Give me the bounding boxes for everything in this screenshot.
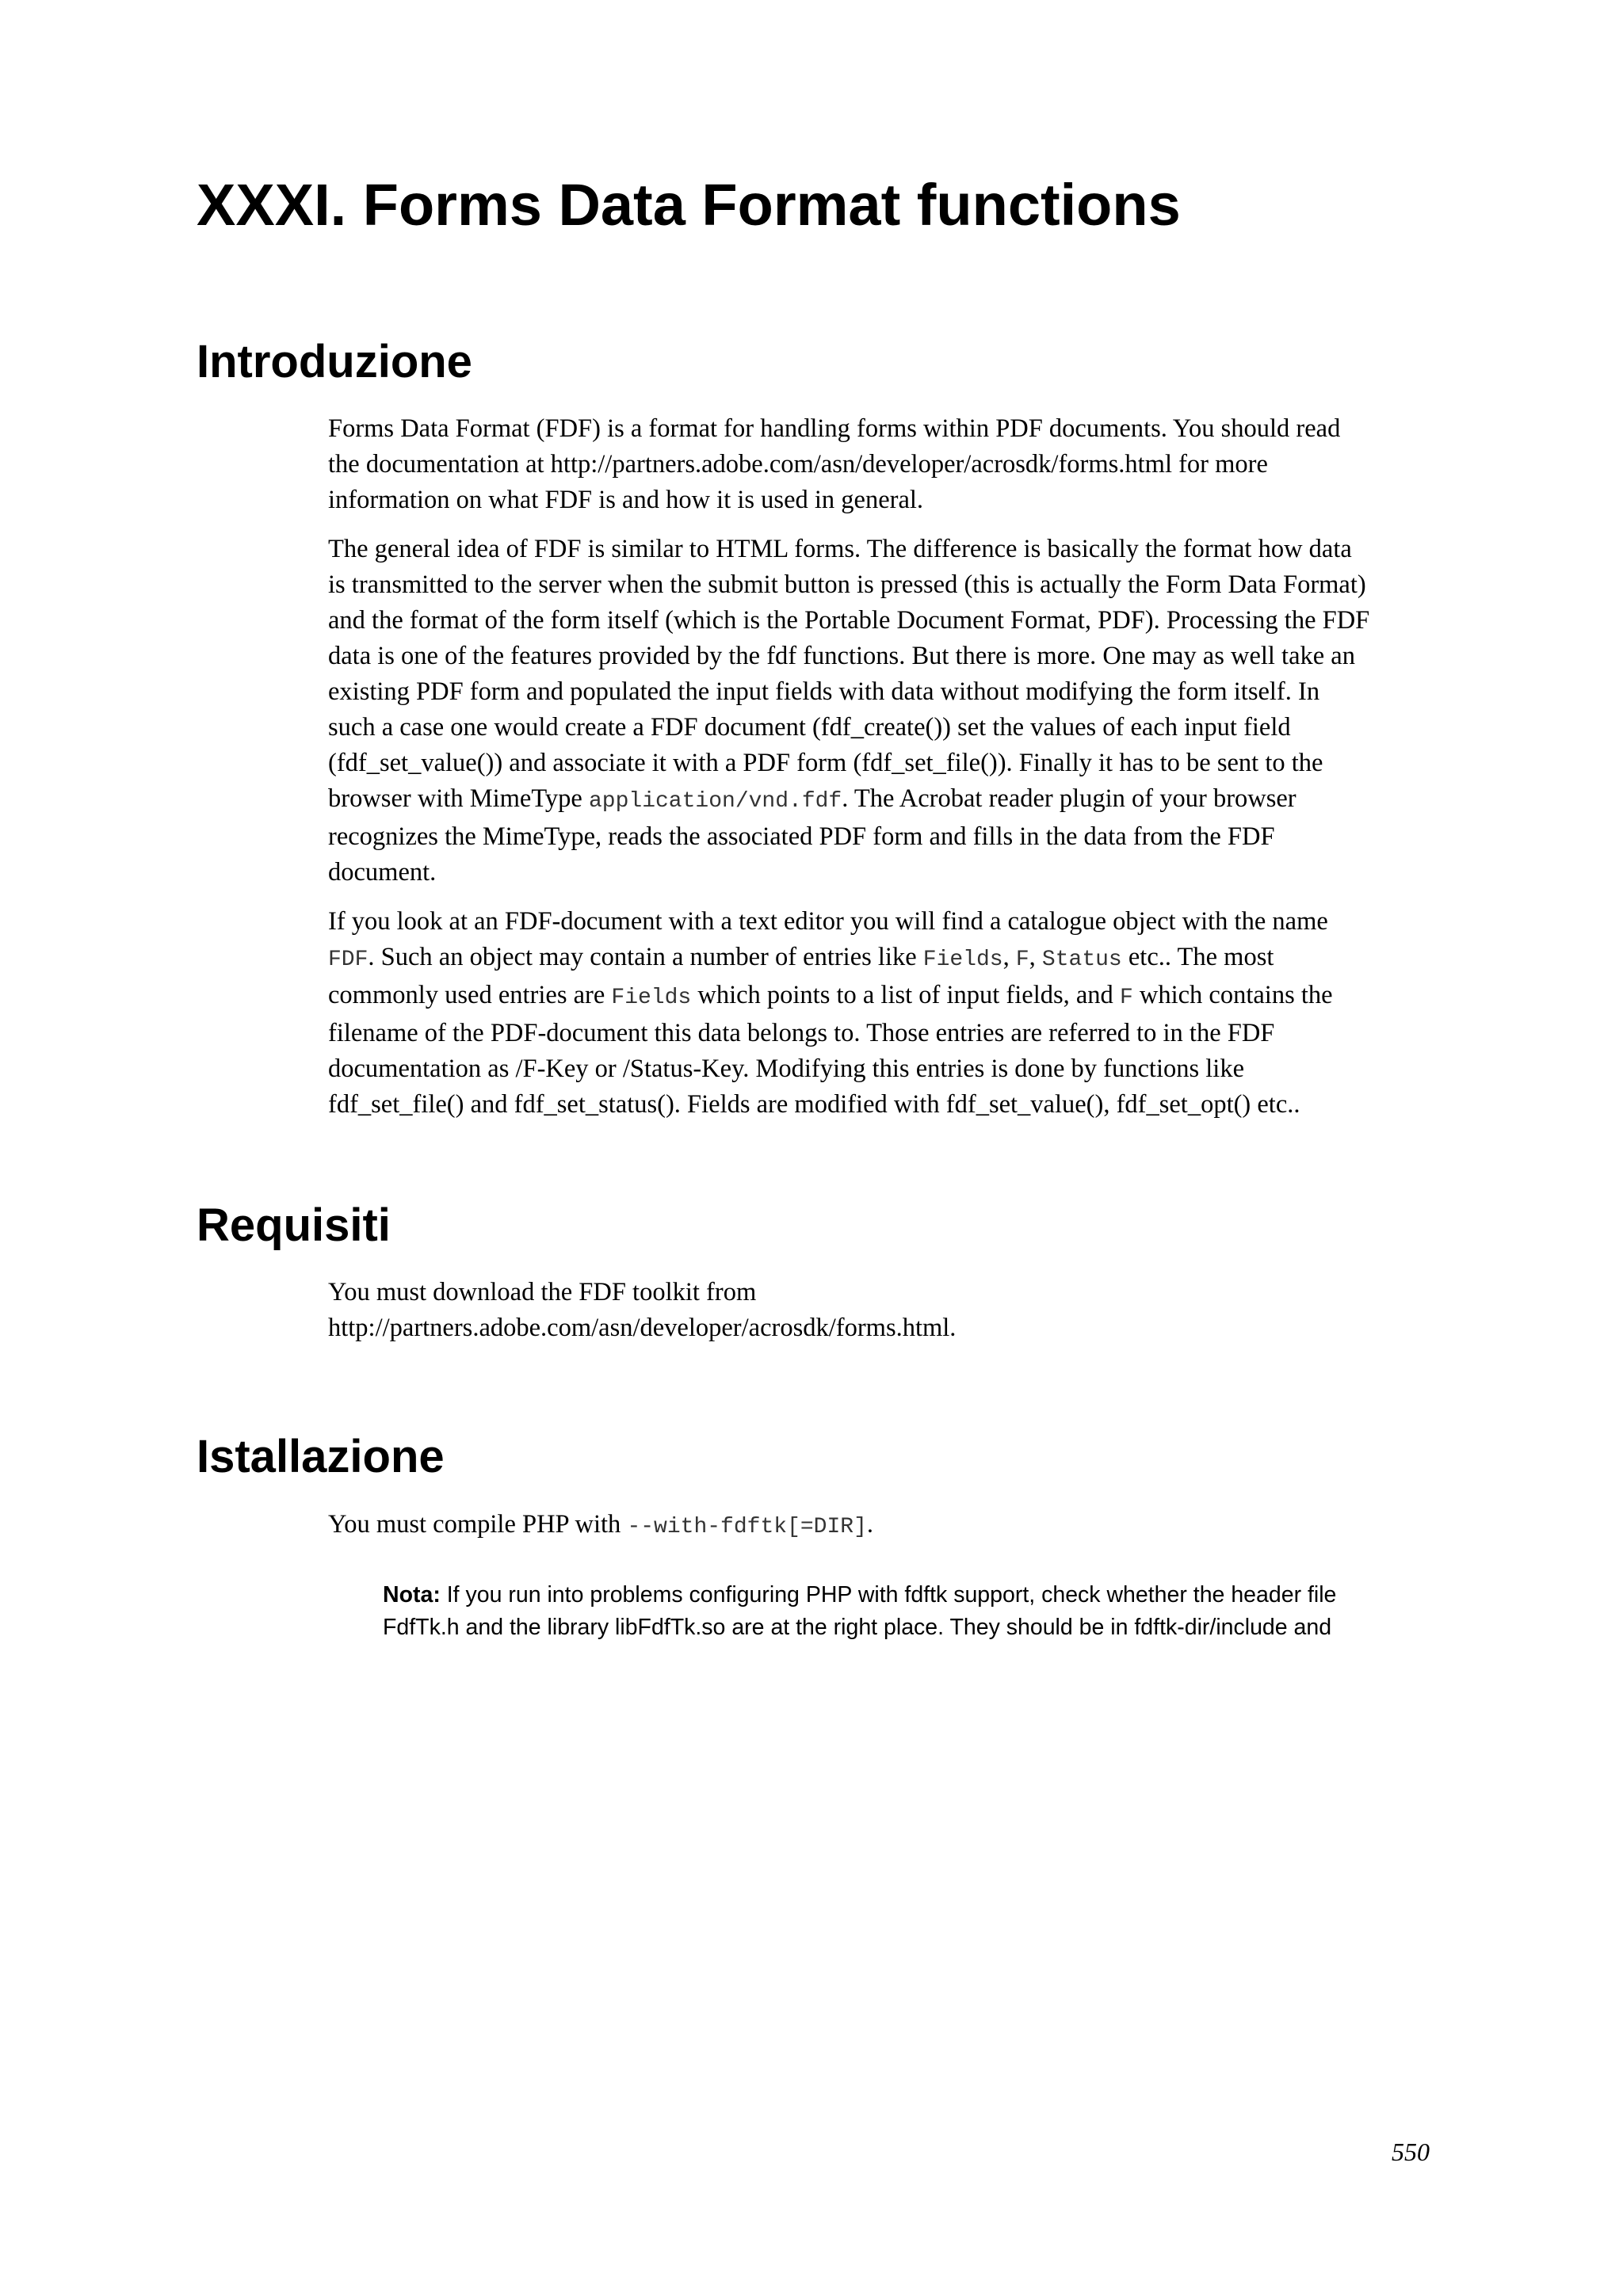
text-fragment: commonly used entries are (328, 981, 612, 1009)
text-line: recognizes the MimeType, reads the associated PDF form and fills in the data from the FDF (328, 822, 1275, 851)
text-line: You must download the FDF toolkit from (328, 1278, 757, 1306)
text-line (328, 1507, 1438, 1545)
inline-code: F (1015, 948, 1029, 972)
section-heading-requisiti: Requisiti (197, 1199, 391, 1251)
section-heading-introduzione: Introduzione (197, 336, 472, 387)
text-line: fdf_set_file() and fdf_set_status(). Fields are modified with fdf_set_value(), fdf_set_opt() etc.. (328, 1090, 1300, 1119)
text-line: documentation as /F-Key or /Status-Key. Modifying this entries is done by functions like (328, 1055, 1244, 1083)
text-line: Forms Data Format (FDF) is a format for handling forms within PDF documents. You should read (328, 414, 1341, 443)
text-line: such a case one would create a FDF document (fdf_create()) set the values of each input field (328, 713, 1291, 742)
compile-flag-code: --with-fdftk[=DIR] (627, 1515, 867, 1539)
inline-code: FDF (328, 948, 369, 972)
installation-body (328, 1507, 1438, 1545)
intro-paragraph-2 (328, 532, 1438, 891)
requirements-body (328, 1275, 1438, 1346)
section-heading-istallazione: Istallazione (197, 1431, 445, 1482)
mime-type-code: application/vnd.fdf (588, 789, 842, 814)
text-line: data is one of the features provided by the fdf functions. But there is more. One may as well take an (328, 642, 1355, 670)
text-line (328, 978, 1438, 1016)
note-line (383, 1579, 1445, 1611)
inline-code: F (1119, 986, 1133, 1010)
text-fragment: . Such an object may contain a number of entries like (368, 943, 923, 971)
chapter-title: XXXI. Forms Data Format functions (197, 172, 1181, 238)
text-fragment: browser with MimeType (328, 784, 589, 813)
note-line: FdfTk.h and the library libFdfTk.so are at the right place. They should be in fdftk-dir/include and (383, 1615, 1332, 1640)
intro-paragraph-3 (328, 904, 1438, 1123)
text-line: filename of the PDF-document this data belongs to. Those entries are referred to in the FDF (328, 1019, 1275, 1047)
text-fragment: If you run into problems configuring PHP with fdftk support, check whether the header file (440, 1582, 1337, 1608)
inline-code: Fields (611, 986, 692, 1010)
intro-body (328, 411, 1438, 1123)
text-fragment: . (866, 1510, 874, 1539)
text-fragment: You must compile PHP with (328, 1510, 628, 1539)
text-fragment: , (1002, 943, 1016, 971)
text-line (328, 940, 1438, 978)
installation-note (383, 1579, 1445, 1644)
text-fragment: . The Acrobat reader plugin of your browser (842, 784, 1296, 813)
text-fragment: , (1029, 943, 1042, 971)
text-line: information on what FDF is and how it is used in general. (328, 486, 924, 514)
text-line: is transmitted to the server when the submit button is pressed (this is actually the Form Data Format) (328, 570, 1366, 599)
text-line: http://partners.adobe.com/asn/developer/acrosdk/forms.html. (328, 1314, 957, 1342)
text-line: document. (328, 858, 437, 887)
text-line: If you look at an FDF-document with a text editor you will find a catalogue object with the name (328, 907, 1328, 936)
text-line: The general idea of FDF is similar to HTML forms. The difference is basically the format how data (328, 535, 1352, 563)
inline-code: Status (1041, 948, 1122, 972)
text-fragment: which contains the (1132, 981, 1333, 1009)
text-line: and the format of the form itself (which is the Portable Document Format, PDF). Processing the FDF (328, 606, 1370, 635)
text-fragment: etc.. The most (1121, 943, 1274, 971)
text-line: the documentation at http://partners.adobe.com/asn/developer/acrosdk/forms.html for more (328, 450, 1268, 479)
inline-code: Fields (922, 948, 1003, 972)
intro-paragraph-1 (328, 411, 1438, 518)
text-line: (fdf_set_value()) and associate it with a PDF form (fdf_set_file()). Finally it has to be sent to the (328, 749, 1323, 777)
text-line (328, 781, 1438, 819)
text-line: existing PDF form and populated the input fields with data without modifying the form itself. In (328, 677, 1320, 706)
text-fragment: which points to a list of input fields, and (691, 981, 1120, 1009)
page-number: 550 (1392, 2138, 1430, 2166)
note-label: Nota: (383, 1582, 441, 1608)
